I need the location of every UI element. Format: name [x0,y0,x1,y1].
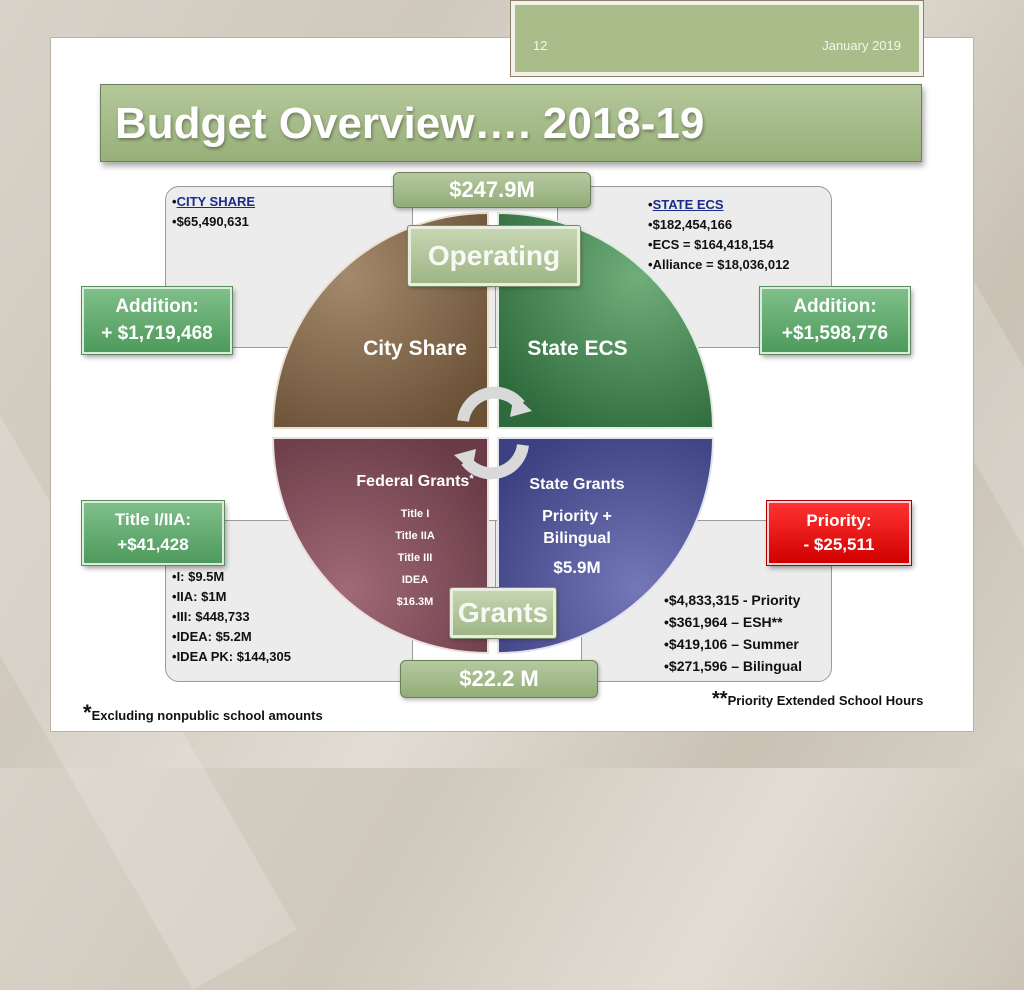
federal-grants-subitems [375,503,455,613]
list-item: • $271,596 – Bilingual [664,655,802,677]
list-item: • IIA: $1M [172,587,291,607]
list-item: • $65,490,631 [172,212,255,232]
state-ecs-link[interactable]: STATE ECS [652,197,724,212]
state-grants-list [664,589,802,677]
federal-sub-item: $16.3M [396,596,434,608]
slide-date: January 2019 [822,38,901,53]
list-item: • $419,106 – Summer [664,633,802,655]
state-grants-title: State Grants [529,476,625,493]
badge-line: + $1,719,468 [101,323,213,344]
operating-label: Operating [408,226,580,286]
operating-total: $247.9M [393,172,591,208]
cycle-arrows-icon [454,393,532,474]
footnote-mark: ** [712,688,728,710]
grants-label: Grants [450,588,556,638]
list-item: • ECS = $164,418,154 [648,235,790,255]
footnote-text: Excluding nonpublic school amounts [91,708,323,723]
list-item: • $4,833,315 - Priority [664,589,802,611]
federal-sub-item: Title I [400,508,430,520]
state-grants-amount: $5.9M [553,558,601,577]
footnote-text: Priority Extended School Hours [727,693,924,708]
badge-line: Priority: [806,511,872,530]
list-item: • I: $9.5M [172,567,291,587]
city-share-slice-label: City Share [363,337,467,360]
federal-sub-item: Title IIA [395,530,435,542]
city-share-link[interactable]: CITY SHARE [176,194,256,209]
federal-grants-title [340,473,490,491]
city-share-addition-badge [82,287,232,354]
badge-line: Addition: [115,296,199,317]
badge-line: +$1,598,776 [781,323,889,344]
list-item: • IDEA: $5.2M [172,627,291,647]
federal-grants-title-text: Federal Grants [356,473,470,490]
federal-sub-item: IDEA [401,574,429,586]
list-item: • $182,454,166 [648,215,790,235]
state-ecs-list [648,195,790,275]
priority-badge [767,501,911,565]
list-item: • III: $448,733 [172,607,291,627]
list-item: • $361,964 – ESH** [664,611,802,633]
list-item: • Alliance = $18,036,012 [648,255,790,275]
title-iiia-badge [82,501,224,565]
badge-line: Addition: [793,296,877,317]
page-title: Budget Overview…. 2018-19 [115,99,705,148]
city-share-list [172,192,255,232]
slide-header [510,0,924,77]
federal-sub-item: Title III [397,552,433,564]
state-grants-line2: Bilingual [543,530,611,547]
list-item: • IDEA PK: $144,305 [172,647,291,667]
state-grants-detail [515,506,639,550]
footnote-right [712,688,923,711]
list-item [648,195,790,215]
state-ecs-addition-badge [760,287,910,354]
footnote-left [83,700,323,726]
footnote-mark: * [83,700,92,725]
state-grants-line1: Priority + [542,508,612,525]
badge-line: +$41,428 [117,535,189,554]
federal-grants-list [172,567,291,667]
grants-total: $22.2 M [400,660,598,698]
federal-asterisk: * [469,473,474,485]
badge-line: - $25,511 [803,535,875,554]
state-ecs-slice-label: State ECS [527,337,628,360]
badge-line: Title I/IIA: [114,510,192,529]
title-bar [100,84,922,162]
slide-number: 12 [533,38,548,53]
list-item [172,192,255,212]
